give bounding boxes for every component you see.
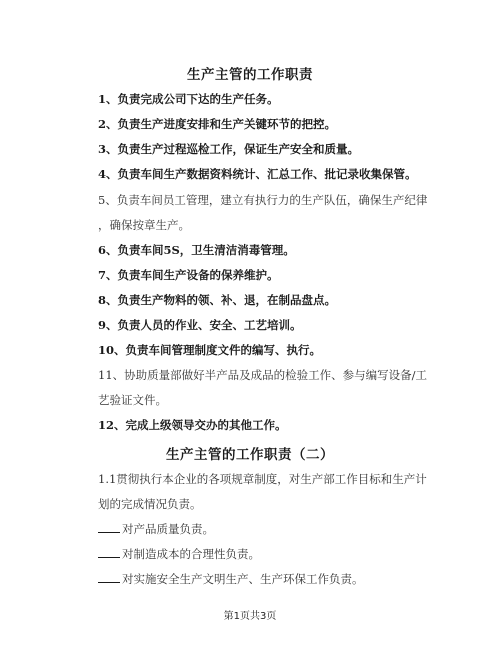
underline-blank xyxy=(98,547,120,558)
duty-item-6: 6、负责车间5S，卫生清洁消毒管理。 xyxy=(98,243,295,257)
duty-item-3: 3、负责生产过程巡检工作，保证生产安全和质量。 xyxy=(98,142,359,156)
underline-blank xyxy=(98,572,120,583)
duty2-item-quality xyxy=(98,522,214,536)
duty-item-12: 12、完成上级领导交办的其他工作。 xyxy=(98,418,287,432)
section-title-2: 生产主管的工作职责（二） xyxy=(166,447,334,463)
duty2-item-quality-text: 对产品质量负责。 xyxy=(122,522,214,536)
underline-blank xyxy=(98,522,120,533)
duty-item-5-line-2: ，确保按章生产。 xyxy=(98,218,190,232)
duty-item-8: 8、负责生产物料的领、补、退，在制品盘点。 xyxy=(98,293,336,307)
duty-item-7: 7、负责车间生产设备的保养维护。 xyxy=(98,268,279,282)
duty-item-1: 1、负责完成公司下达的生产任务。 xyxy=(98,92,279,106)
duty-item-4: 4、负责车间生产数据资料统计、汇总工作、批记录收集保管。 xyxy=(98,167,417,181)
section-title: 生产主管的工作职责 xyxy=(187,67,313,83)
duty2-item-cost xyxy=(98,547,260,561)
duty2-item-cost-text: 对制造成本的合理性负责。 xyxy=(122,547,260,561)
page-number: 第1页共3页 xyxy=(223,611,277,622)
duty-item-11-line-2: 艺验证文件。 xyxy=(98,393,167,407)
duty-item-2: 2、负责生产进度安排和生产关键环节的把控。 xyxy=(98,117,336,131)
duty-item-5-line-1: 5、负责车间员工管理，建立有执行力的生产队伍，确保生产纪律 xyxy=(98,193,428,207)
duty2-item-safety xyxy=(98,572,364,586)
duty-item-11-line-1: 11、协助质量部做好半产品及成品的检验工作、参与编写设备/工 xyxy=(98,368,428,382)
duty2-item-1-line-2: 划的完成情况负责。 xyxy=(98,497,202,511)
duty2-item-safety-text: 对实施安全生产文明生产、生产环保工作负责。 xyxy=(122,572,364,586)
duty-item-9: 9、负责人员的作业、安全、工艺培训。 xyxy=(98,318,302,332)
duty2-item-1-line-1: 1.1贯彻执行本企业的各项规章制度，对生产部工作目标和生产计 xyxy=(98,472,427,486)
duty-item-10: 10、负责车间管理制度文件的编写、执行。 xyxy=(98,343,322,357)
